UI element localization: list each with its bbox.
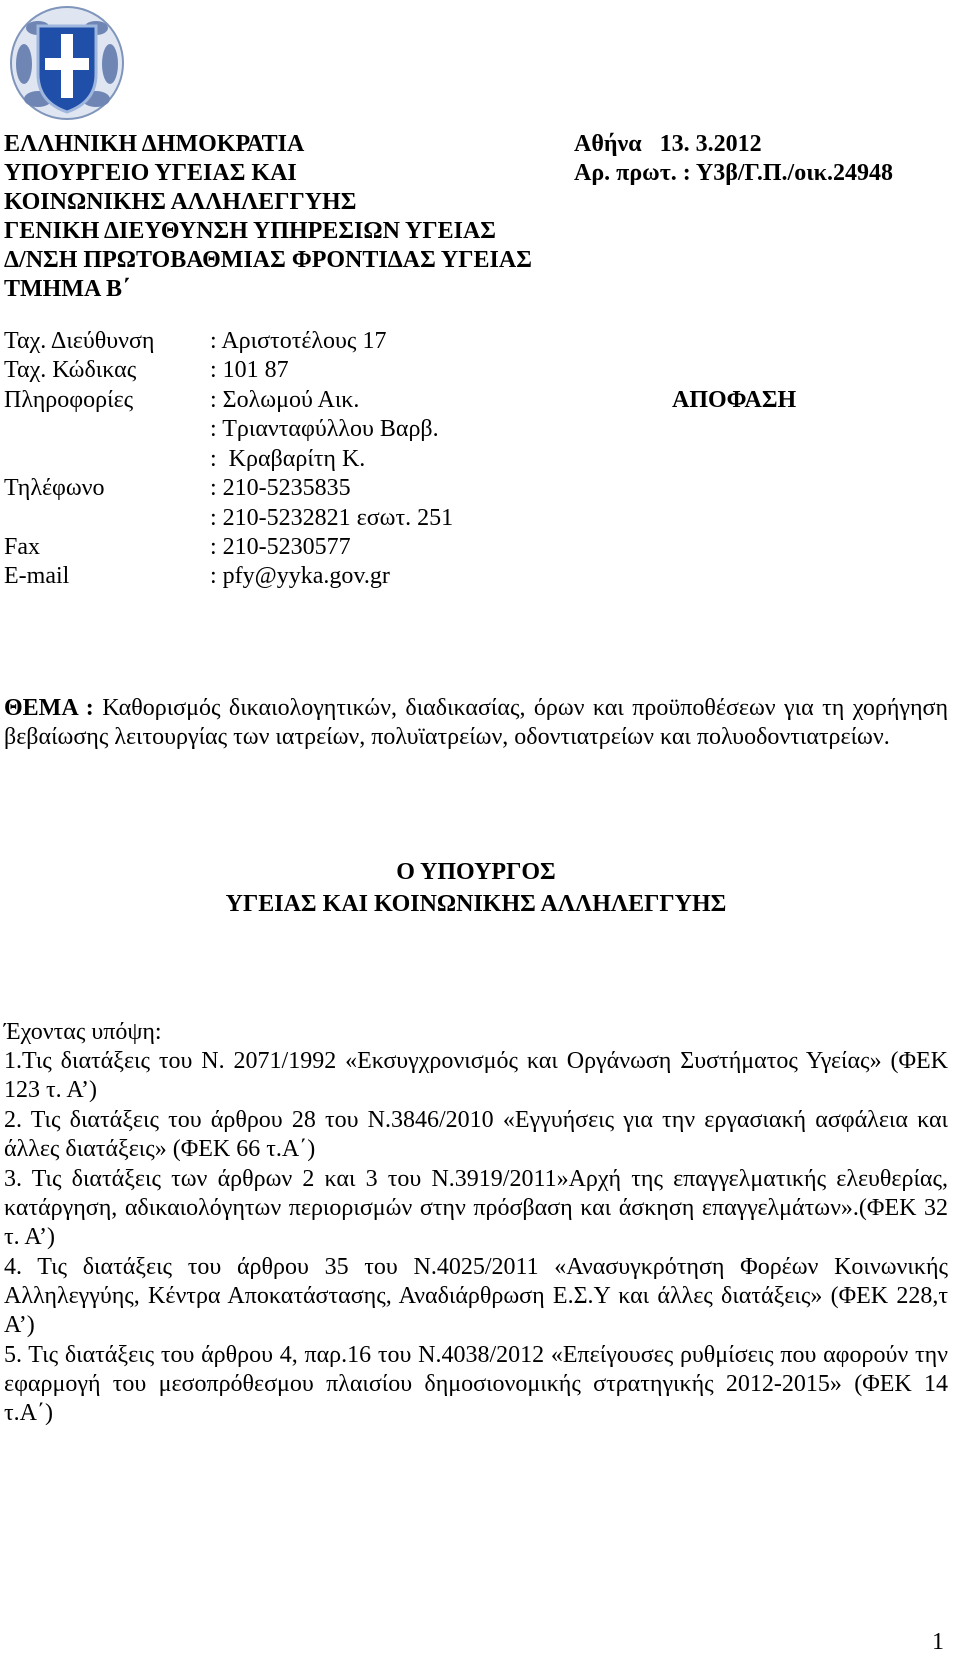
list-item: 5. Τις διατάξεις του άρθρου 4, παρ.16 του Ν.4038/2012 «Επείγουσες ρυθμίσεις που αφορούν την εφαρμογή του μεσοπρόθεσμου πλαισίου δημοσιονομικής στρατηγικής 2012-2015» (ΦΕΚ 14 τ.Α΄) [4, 1342, 948, 1426]
minister-title: Ο ΥΠΟΥΡΓΟΣ [396, 859, 556, 885]
phone-value: : 210-5235835 [210, 475, 351, 501]
postcode-label: Ταχ. Κώδικας [4, 357, 137, 383]
subject-label: ΘΕΜΑ : [4, 695, 94, 721]
address-value: : Αριστοτέλους 17 [210, 328, 387, 354]
page-number: 1 [932, 1629, 944, 1655]
decision-heading: ΑΠΟΦΑΣΗ [672, 387, 797, 413]
list-item: 4. Τις διατάξεις του άρθρου 35 του Ν.4025/2011 «Ανασυγκρότηση Φορέων Κοινωνικής Αλληλεγγύης, Κέντρα Αποκατάστασης, Αναδιάρθρωση Ε.Σ.Υ και άλλες διατάξεις» (ΦΕΚ 228,τ Α’) [4, 1254, 948, 1338]
list-item: 2. Τις διατάξεις του άρθρου 28 του Ν.3846/2010 «Εγγυήσεις για την εργασιακή ασφάλεια και άλλες διατάξεις» (ΦΕΚ 66 τ.Α΄) [4, 1107, 948, 1162]
info-value: : Τριανταφύλλου Βαρβ. [210, 416, 439, 442]
header-line: ΤΜΗΜΑ Β΄ [4, 276, 130, 302]
postcode-value: : 101 87 [210, 357, 289, 383]
address-label: Ταχ. Διεύθυνση [4, 328, 155, 354]
fax-value: : 210-5230577 [210, 534, 351, 560]
phone-label: Τηλέφωνο [4, 475, 105, 501]
greek-coat-of-arms-icon [8, 4, 126, 122]
header-line: ΓΕΝΙΚΗ ΔΙΕΥΘΥΝΣΗ ΥΠΗΡΕΣΙΩΝ ΥΓΕΙΑΣ [4, 218, 496, 244]
subject-paragraph [4, 694, 948, 752]
phone-value: : 210-5232821 εσωτ. 251 [210, 505, 454, 531]
considering-heading: Έχοντας υπόψη: [4, 1019, 162, 1045]
info-value: : Σολωμού Αικ. [210, 387, 360, 413]
document-date: Αθήνα 13. 3.2012 [574, 131, 762, 157]
email-value: : pfy@yyka.gov.gr [210, 563, 390, 589]
protocol-number: Αρ. πρωτ. : Υ3β/Γ.Π./οικ.24948 [574, 160, 893, 186]
date-protocol-block [574, 130, 893, 188]
info-value: : Κραβαρίτη Κ. [210, 446, 366, 472]
list-item: 1.Τις διατάξεις του Ν. 2071/1992 «Εκσυγχρονισμός και Οργάνωση Συστήματος Υγείας» (ΦΕΚ 123 τ. Α’) [4, 1048, 948, 1103]
ministry-name: ΥΓΕΙΑΣ ΚΑΙ ΚΟΙΝΩΝΙΚΗΣ ΑΛΛΗΛΕΓΓΥΗΣ [225, 891, 727, 917]
fax-label: Fax [4, 534, 40, 560]
header-line: Δ/ΝΣΗ ΠΡΩΤΟΒΑΘΜΙΑΣ ΦΡΟΝΤΙΔΑΣ ΥΓΕΙΑΣ [4, 247, 532, 273]
header-line: ΥΠΟΥΡΓΕΙΟ ΥΓΕΙΑΣ ΚΑΙ [4, 160, 297, 186]
list-item: 3. Τις διατάξεις των άρθρων 2 και 3 του Ν.3919/2011»Αρχή της επαγγελματικής ελευθερίας, κατάργηση, αδικαιολόγητων περιορισμών στην πρόσβαση και άσκηση επαγγελμάτων».(ΦΕΚ 32 τ. Α’) [4, 1166, 948, 1250]
info-label: Πληροφορίες [4, 387, 134, 413]
subject-text: Καθορισμός δικαιολογητικών, διαδικασίας, όρων και προϋποθέσεων για τη χορήγηση βεβαίωσης λειτουργίας των ιατρείων, πολυϊατρείων, οδοντιατρείων και πολυοδοντιατρείων. [4, 695, 949, 750]
email-label: E-mail [4, 563, 70, 589]
issuer-header [4, 130, 532, 304]
header-line: ΚΟΙΝΩΝΙΚΗΣ ΑΛΛΗΛΕΓΓΥΗΣ [4, 189, 357, 215]
header-line: ΕΛΛΗΝΙΚΗ ΔΗΜΟΚΡΑΤΙΑ [4, 131, 305, 157]
